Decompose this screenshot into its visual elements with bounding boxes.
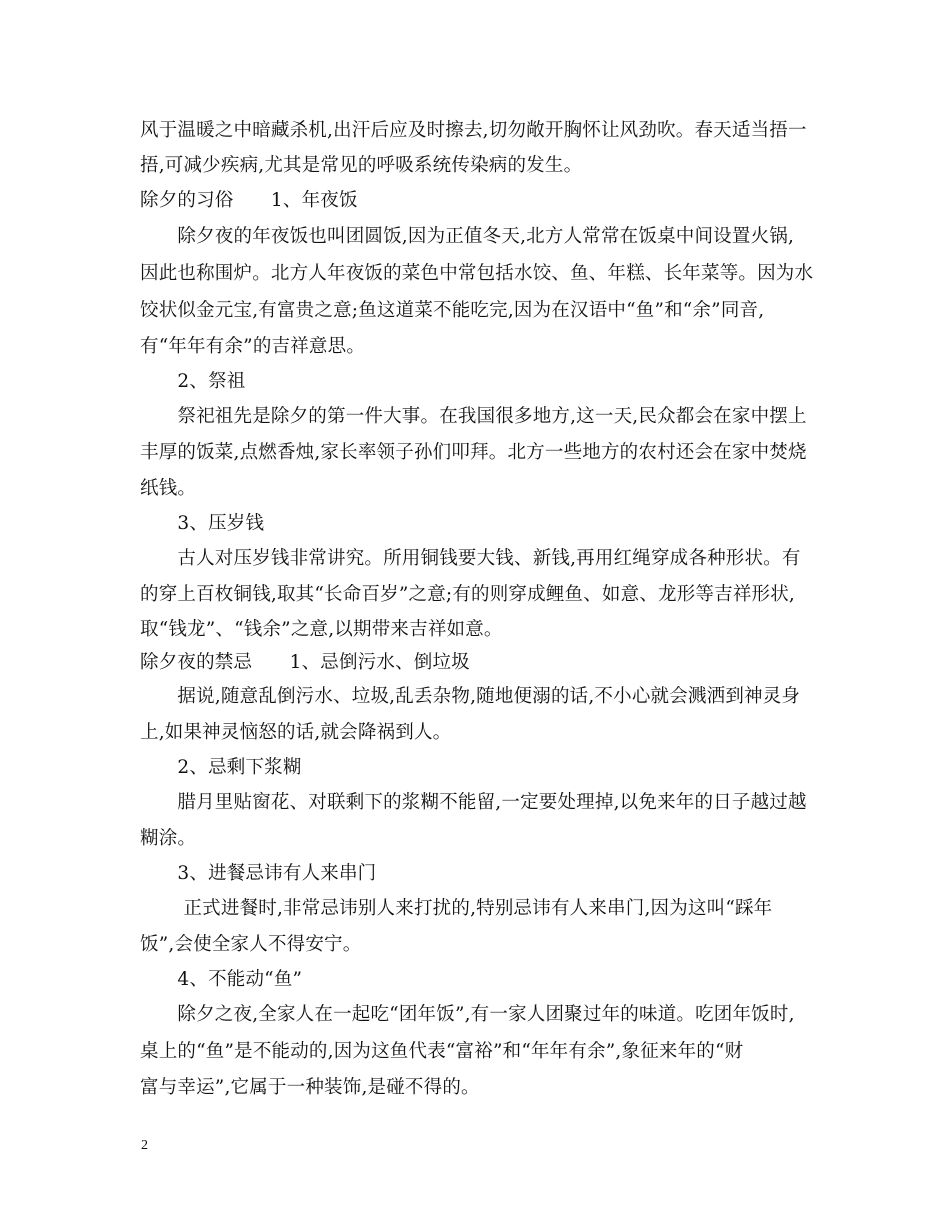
subheading: 4、不能动“鱼” [140,969,303,990]
text-line: 因此也称围炉。北方人年夜饭的菜色中常包括水饺、鱼、年糕、长年菜等。因为水 [140,263,814,284]
text-line: 纸钱。 [140,478,197,499]
text-line: 风于温暖之中暗藏杀机,出汗后应及时擦去,切勿敞开胸怀让风劲吹。春天适当捂一 [140,120,807,141]
text-line: 饺状似金元宝,有富贵之意;鱼这道菜不能吃完,因为在汉语中“鱼”和“余”同音, [140,300,765,321]
text-line: 据说,随意乱倒污水、垃圾,乱丢杂物,随地便溺的话,不小心就会溅洒到神灵身 [140,686,801,707]
text-line: 腊月里贴窗花、对联剩下的浆糊不能留,一定要处理掉,以免来年的日子越过越 [140,792,807,813]
text-line: 丰厚的饭菜,点燃香烛,家长率领子孙们叩拜。北方一些地方的农村还会在家中焚烧 [140,442,807,463]
section-heading: 除夕夜的禁忌 1、忌倒污水、倒垃圾 [140,652,470,673]
text-line: 古人对压岁钱非常讲究。所用铜钱要大钱、新钱,再用红绳穿成各种形状。有 [140,548,801,569]
text-line: 除夕之夜,全家人在一起吃“团年饭”,有一家人团聚过年的味道。吃团年饭时, [140,1004,795,1025]
text-line: 除夕夜的年夜饭也叫团圆饭,因为正值冬天,北方人常常在饭桌中间设置火锅, [140,226,795,247]
text-line: 桌上的“鱼”是不能动的,因为这鱼代表“富裕”和“年年有余”,象征来年的“财 [140,1041,744,1062]
subheading: 2、忌剩下浆糊 [140,757,302,778]
text-line: 捂,可减少疾病,尤其是常见的呼吸系统传染病的发生。 [140,155,583,176]
text-line: 有“年年有余”的吉祥意思。 [140,336,366,357]
text-line: 糊涂。 [140,828,197,849]
subheading: 3、进餐忌讳有人来串门 [140,863,377,884]
subheading: 3、压岁钱 [140,513,265,534]
section-heading: 除夕的习俗 1、年夜饭 [140,190,358,211]
text-line: 正式进餐时,非常忌讳别人来打扰的,特别忌讳有人来串门,因为这叫“踩年 [140,898,773,919]
text-line: 祭祀祖先是除夕的第一件大事。在我国很多地方,这一天,民众都会在家中摆上 [140,406,807,427]
text-line: 取“钱龙”、“钱余”之意,以期带来吉祥如意。 [140,619,503,640]
page-number: 2 [141,1138,148,1153]
text-line: 的穿上百枚铜钱,取其“长命百岁”之意;有的则穿成鲤鱼、如意、龙形等吉祥形状, [140,584,796,605]
subheading: 2、祭祖 [140,371,246,392]
text-line: 上,如果神灵恼怒的话,就会降祸到人。 [140,722,452,743]
text-line: 富与幸运”,它属于一种装饰,是碰不得的。 [140,1077,480,1098]
text-line: 饭”,会使全家人不得安宁。 [140,934,362,955]
